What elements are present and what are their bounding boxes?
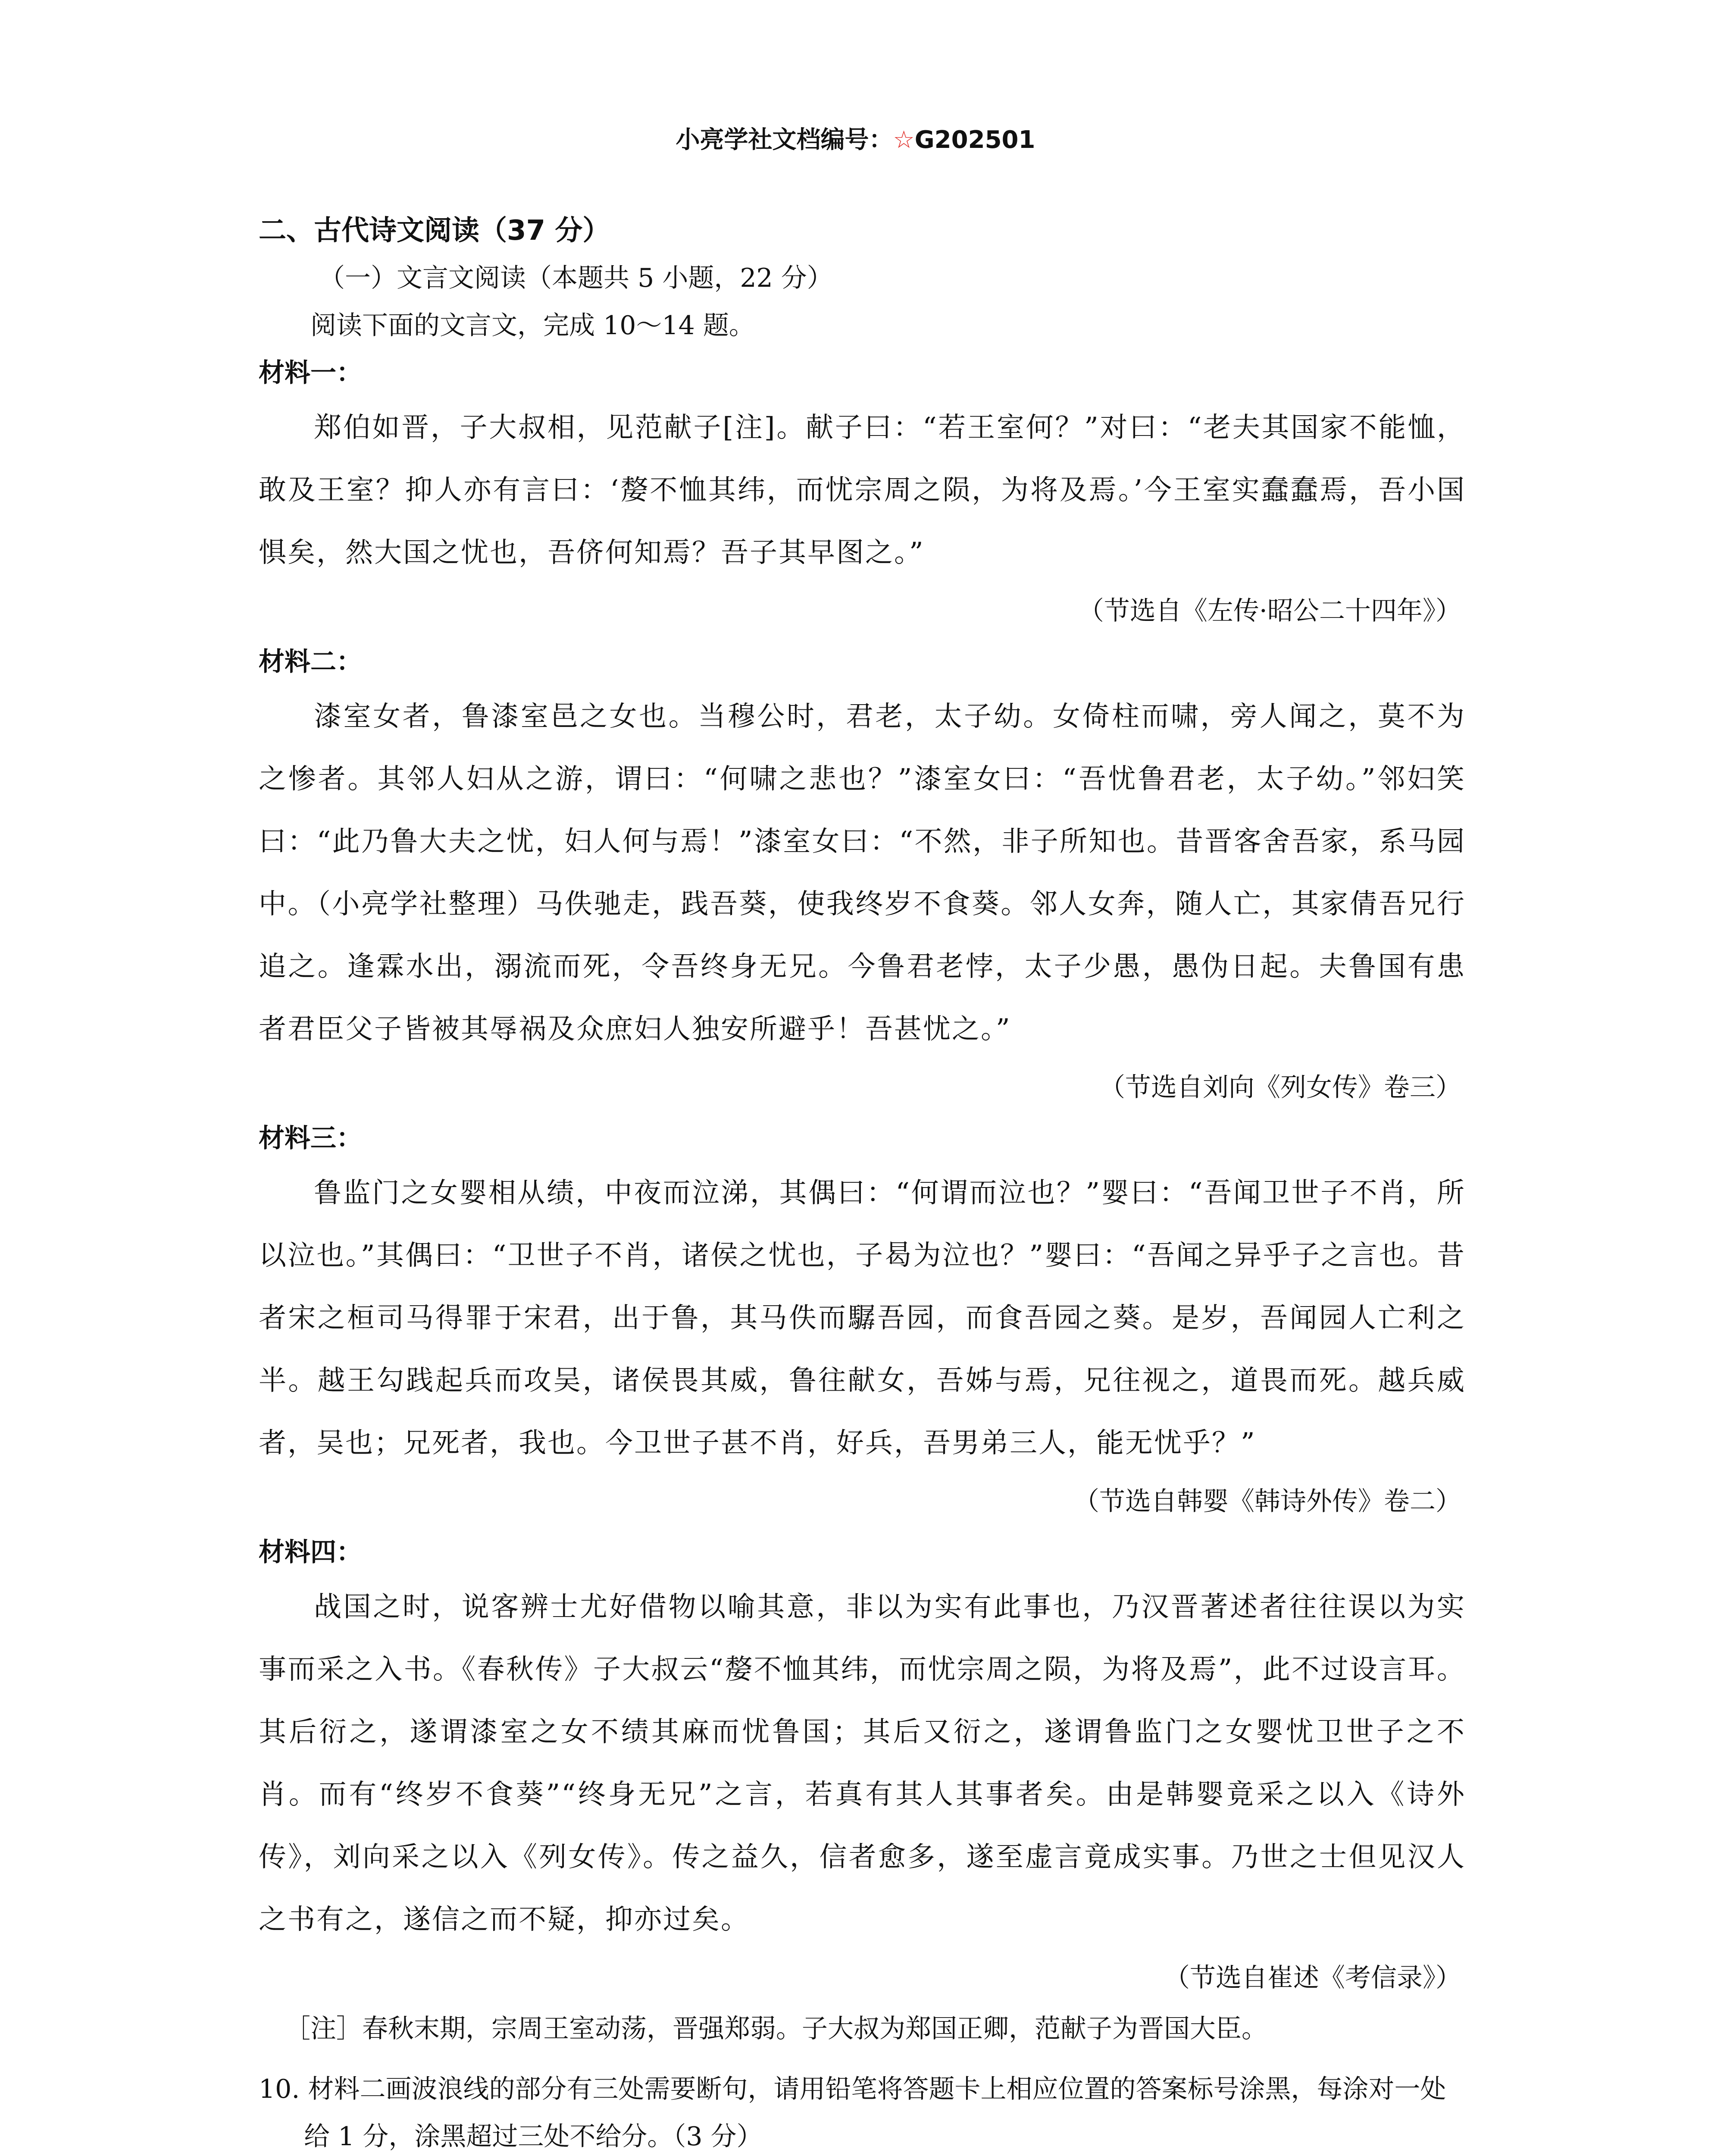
question-number: 10. <box>259 2074 300 2104</box>
question-text <box>259 2065 1466 2156</box>
material-label: 材料四： <box>259 1537 362 1567</box>
material-source: （节选自《左传·昭公二十四年》） <box>1078 596 1461 626</box>
material-text: 郑伯如晋，子大叔相，见范献子[注]。献子曰：“若王室何？”对曰：“老夫其国家不能恤，敢及王室？抑人亦有言曰：‘嫠不恤其纬，而忧宗周之陨，为将及焉。’今王室实蠢蠢焉，吾小国惧矣，然大国之忧也，吾侪何知焉？吾子其早图之。” <box>259 412 1466 569</box>
question-body: 材料二画波浪线的部分有三处需要断句，请用铅笔将答题卡上相应位置的答案标号涂黑，每涂对一处给 1 分，涂黑超过三处不给分。（3 分） <box>304 2074 1446 2152</box>
header-label: 小亮学社文档编号： <box>676 126 893 154</box>
material-2 <box>259 638 1466 1115</box>
material-source: （节选自刘向《列女传》卷三） <box>1099 1072 1461 1103</box>
footnote: ［注］春秋末期，宗周王室动荡，晋强郑弱。子大叔为郑国正卿，范献子为晋国大臣。 <box>285 2014 1267 2044</box>
content <box>259 207 1466 2156</box>
material-text: 漆室女者，鲁漆室邑之女也。当穆公时，君老，太子幼。女倚柱而啸，旁人闻之，莫不为之惨者。其邻人妇从之游，谓曰：“何啸之悲也？”漆室女曰：“吾忧鲁君老，太子幼。”邻妇笑曰：“此乃鲁大夫之忧，妇人何与焉！”漆室女曰：“不然，非子所知也。昔晋客舍吾家，系马园中。（小亮学社整理）马佚驰走，践吾葵，使我终岁不食葵。邻人女奔，随人亡，其家倩吾兄行追之。逢霖水出，溺流而死，令吾终身无兄。今鲁君老悖，太子少愚，愚伪日起。夫鲁国有患者君臣父子皆被其辱祸及众庶妇人独安所避乎！吾甚忧之。” <box>259 701 1466 1045</box>
material-label: 材料三： <box>259 1123 362 1153</box>
material-1 <box>259 349 1466 638</box>
page-header <box>0 121 1711 155</box>
section-title: 二、古代诗文阅读（37 分） <box>259 215 610 247</box>
material-label: 材料一： <box>259 358 362 388</box>
material-text: 鲁监门之女婴相从绩，中夜而泣涕，其偶曰：“何谓而泣也？”婴曰：“吾闻卫世子不肖，所以泣也。”其偶曰：“卫世子不肖，诸侯之忧也，子曷为泣也？”婴曰：“吾闻之异乎子之言也。昔者宋之桓司马得罪于宋君，出于鲁，其马佚而驏吾园，而食吾园之葵。是岁，吾闻园人亡利之半。越王勾践起兵而攻吴，诸侯畏其威，鲁往献女，吾姊与焉，兄往视之，道畏而死。越兵威者，吴也；兄死者，我也。今卫世子甚不肖，好兵，吾男弟三人，能无忧乎？” <box>259 1177 1466 1459</box>
material-4 <box>259 1529 1466 2005</box>
question-10 <box>259 2065 1466 2156</box>
instruction: 阅读下面的文言文，完成 10～14 题。 <box>310 310 755 341</box>
material-text: 战国之时，说客辨士尤好借物以喻其意，非以为实有此事也，乃汉晋著述者往往误以为实事而采之入书。《春秋传》子大叔云“嫠不恤其纬，而忧宗周之陨，为将及焉”，此不过设言耳。其后衍之，遂谓漆室之女不绩其麻而忧鲁国；其后又衍之，遂谓鲁监门之女婴忧卫世子之不肖。而有“终岁不食葵”“终身无兄”之言，若真有其人其事者矣。由是韩婴竟采之以入《诗外传》，刘向采之以入《列女传》。传之益久，信者愈多，遂至虚言竟成实事。乃世之士但见汉人之书有之，遂信之而不疑，抑亦过矣。 <box>259 1591 1466 1936</box>
material-label: 材料二： <box>259 647 362 677</box>
material-source: （节选自韩婴《韩诗外传》卷二） <box>1073 1486 1461 1517</box>
material-source: （节选自崔述《考信录》） <box>1164 1963 1461 1993</box>
material-3 <box>259 1115 1466 1529</box>
section-subtitle: （一）文言文阅读（本题共 5 小题，22 分） <box>319 263 833 293</box>
header-code: G202501 <box>914 126 1035 154</box>
star-icon: ☆ <box>893 126 915 154</box>
